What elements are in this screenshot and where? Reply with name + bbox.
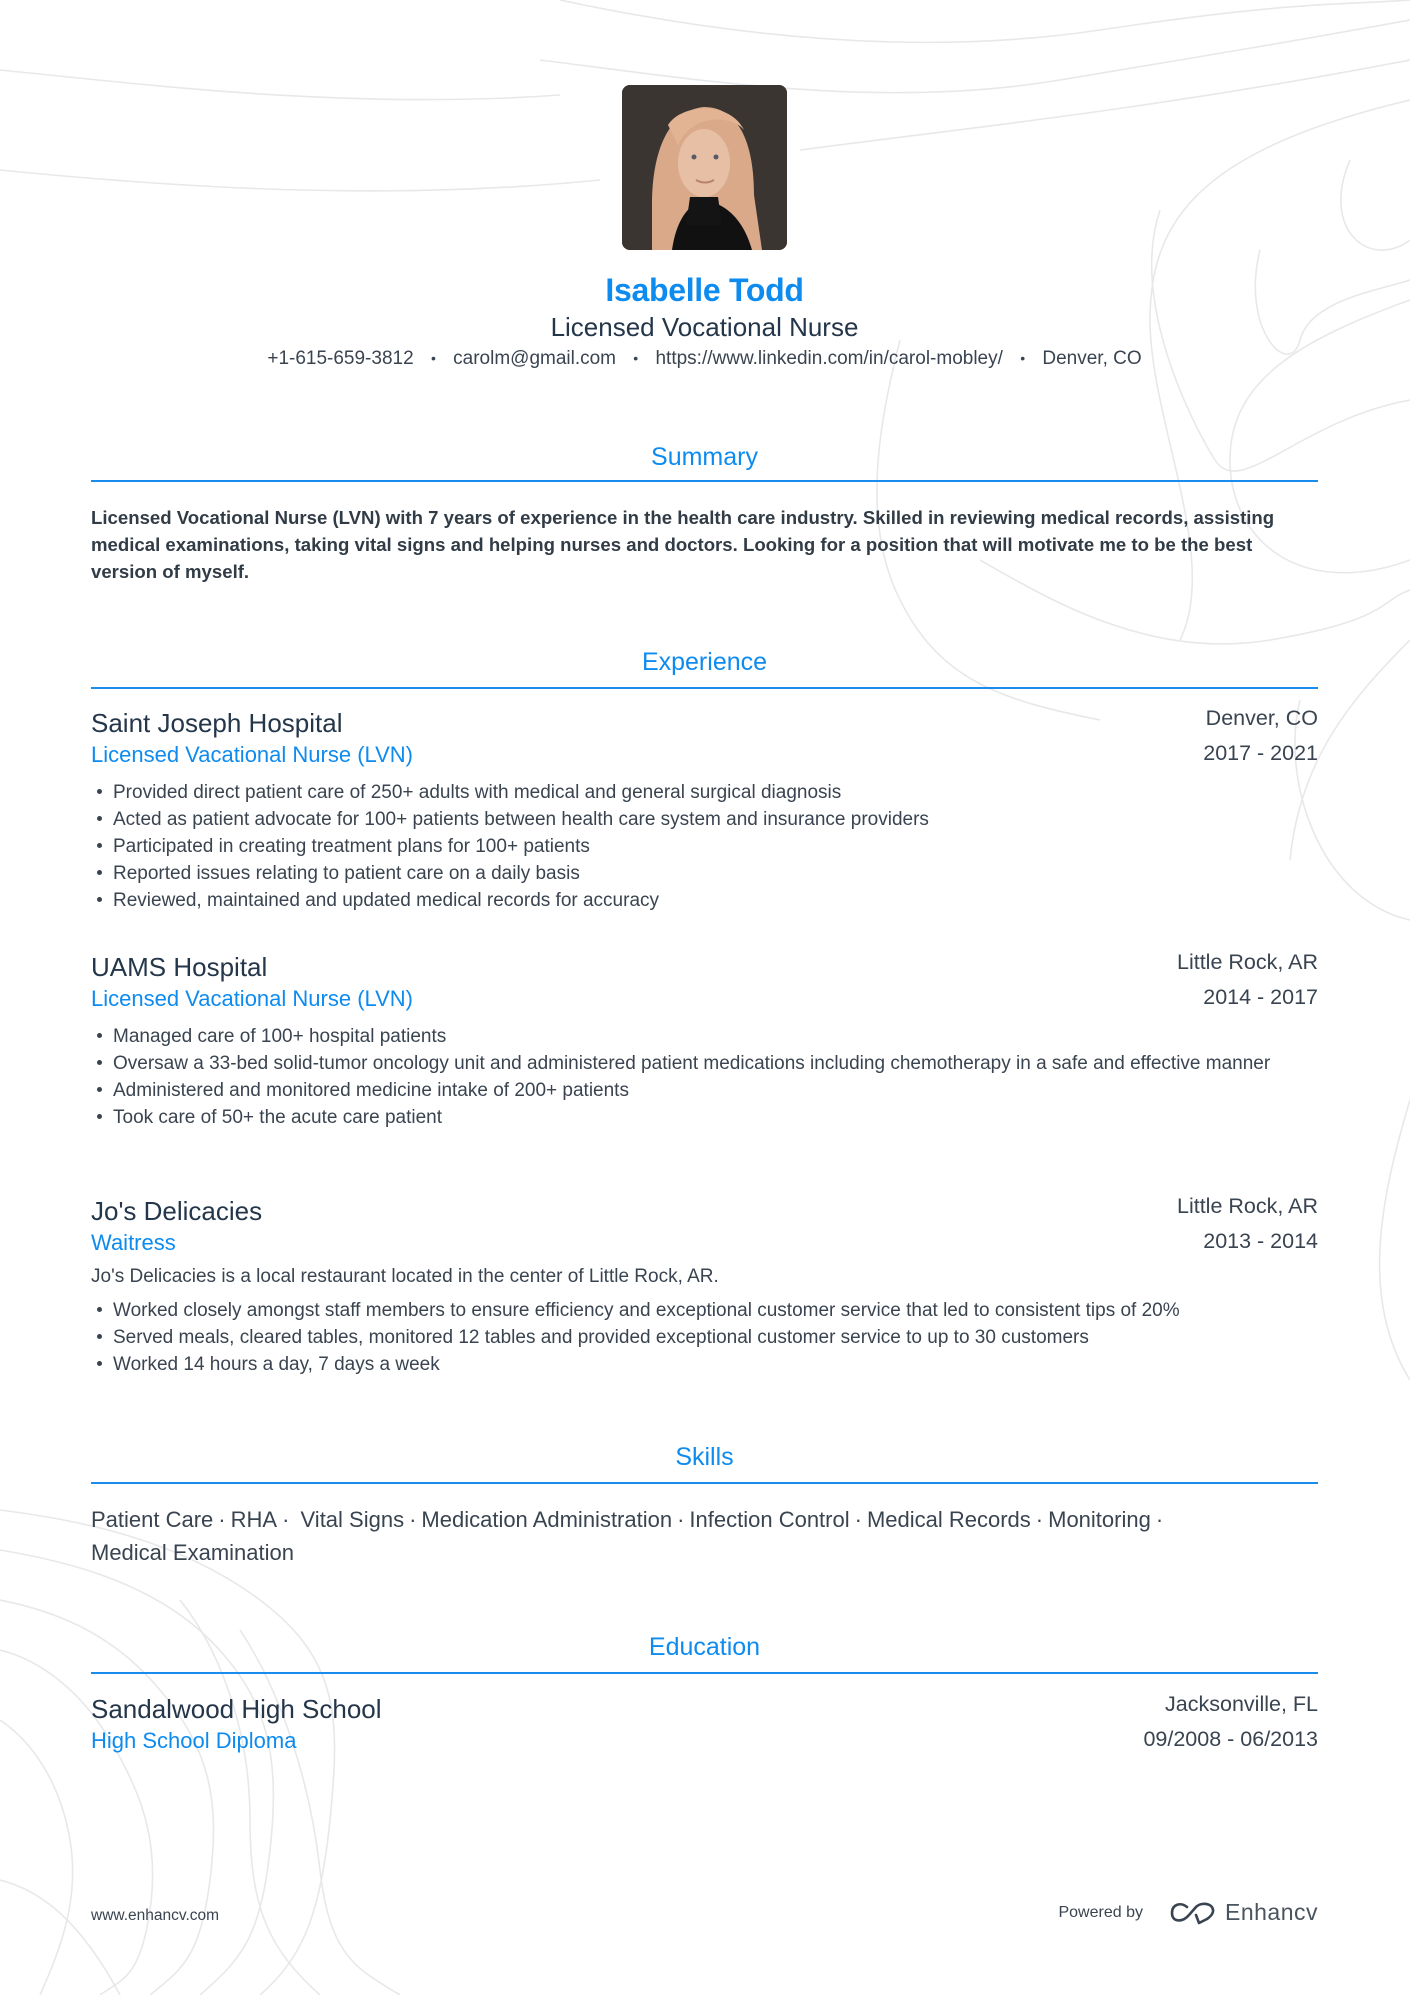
skills-list [91,1503,1318,1569]
section-title-skills: Skills [675,1443,734,1471]
school-name: Sandalwood High School [91,1694,382,1724]
job-location: Little Rock, AR [1177,950,1318,974]
contact-separator: • [633,350,639,366]
section-divider [91,687,1318,689]
company-name: Jo's Delicacies [91,1196,263,1226]
school-location: Jacksonville, FL [1165,1692,1318,1716]
resume-page [91,0,1318,1995]
achievement-item: Worked 14 hours a day, 7 days a week [91,1351,1318,1378]
skill-item: Medical Examination [91,1540,294,1565]
achievement-item: Managed care of 100+ hospital patients [91,1023,1318,1050]
skill-item: RHA [230,1507,278,1532]
degree-name: High School Diploma [91,1728,297,1753]
brand-name: Enhancv [1224,1899,1318,1925]
section-title-experience: Experience [641,648,768,676]
skill-separator: · [854,1507,862,1532]
skill-separator: · [1155,1507,1164,1532]
company-name: UAMS Hospital [91,952,268,982]
achievement-item: Participated in creating treatment plans for 100+ patients [91,833,1318,860]
candidate-headline: Licensed Vocational Nurse [550,312,859,342]
section-title-summary: Summary [651,443,758,471]
job-title: Licensed Vacational Nurse (LVN) [91,986,414,1011]
section-divider [91,1482,1318,1484]
education-dates: 09/2008 - 06/2013 [1143,1727,1318,1751]
skill-separator: · [1035,1507,1044,1532]
skill-separator: · [218,1507,226,1532]
powered-by-label: Powered by [1058,1903,1143,1921]
job-dates: 2013 - 2014 [1203,1229,1318,1253]
candidate-name: Isabelle Todd [605,272,804,308]
powered-by-branding[interactable] [1058,1899,1318,1926]
footer-website-link[interactable]: www.enhancv.com [91,1907,220,1924]
email-link[interactable]: carolm@gmail.com [453,348,617,369]
summary-text: Licensed Vocational Nurse (LVN) with 7 years of experience in the health care industry. Skilled in reviewing medical records, assisting medical examinations, taking vital signs and helping nurses and doctors. Looking for a position that will motivate me to be the best version of myself. [91,507,1275,582]
achievement-item: Acted as patient advocate for 100+ patients between health care system and insurance providers [91,806,1318,833]
company-name: Saint Joseph Hospital [91,708,343,738]
profile-photo [622,85,787,250]
achievement-item: Oversaw a 33-bed solid-tumor oncology unit and administered patient medications including chemotherapy in a safe and effective manner [91,1050,1318,1077]
job-dates: 2014 - 2017 [1203,985,1318,1009]
job-title: Waitress [91,1230,176,1255]
job-title: Licensed Vacational Nurse (LVN) [91,742,414,767]
skill-item: Vital Signs [300,1507,405,1532]
section-divider [91,480,1318,482]
section-title-education: Education [648,1633,761,1661]
achievement-item: Took care of 50+ the acute care patient [91,1104,1318,1131]
skill-item: Medication Administration [421,1507,673,1532]
company-description: Jo's Delicacies is a local restaurant located in the center of Little Rock, AR. [91,1266,719,1287]
skill-item: Medical Records [866,1507,1031,1532]
phone-number[interactable]: +1-615-659-3812 [267,348,414,369]
skill-item: Monitoring [1048,1507,1151,1532]
achievement-item: Worked closely amongst staff members to ensure efficiency and exceptional customer service that led to consistent tips of 20% [91,1297,1318,1324]
contact-location: Denver, CO [1042,348,1142,369]
achievement-list [91,779,1318,914]
contact-info [91,348,1318,370]
achievement-item: Administered and monitored medicine intake of 200+ patients [91,1077,1318,1104]
achievement-item: Provided direct patient care of 250+ adults with medical and general surgical diagnosis [91,779,1318,806]
achievement-item: Reviewed, maintained and updated medical records for accuracy [91,887,1318,914]
job-location: Denver, CO [1205,706,1318,730]
section-divider [91,1672,1318,1674]
job-location: Little Rock, AR [1177,1194,1318,1218]
achievement-item: Served meals, cleared tables, monitored 12 tables and provided exceptional customer service to up to 30 customers [91,1324,1318,1351]
skill-separator: · [282,1507,290,1532]
linkedin-link[interactable]: https://www.linkedin.com/in/carol-mobley/ [655,348,1003,369]
achievement-list [91,1297,1318,1378]
skill-item: Patient Care [91,1507,214,1532]
portrait-image-icon [622,85,787,250]
contact-separator: • [1020,350,1026,366]
contact-separator: • [430,350,436,366]
skill-separator: · [409,1507,417,1532]
infinity-heart-logo-icon [1169,1901,1217,1925]
achievement-item: Reported issues relating to patient care on a daily basis [91,860,1318,887]
skill-item: Infection Control [689,1507,850,1532]
achievement-list [91,1023,1318,1131]
skill-separator: · [677,1507,685,1532]
job-dates: 2017 - 2021 [1203,741,1318,765]
